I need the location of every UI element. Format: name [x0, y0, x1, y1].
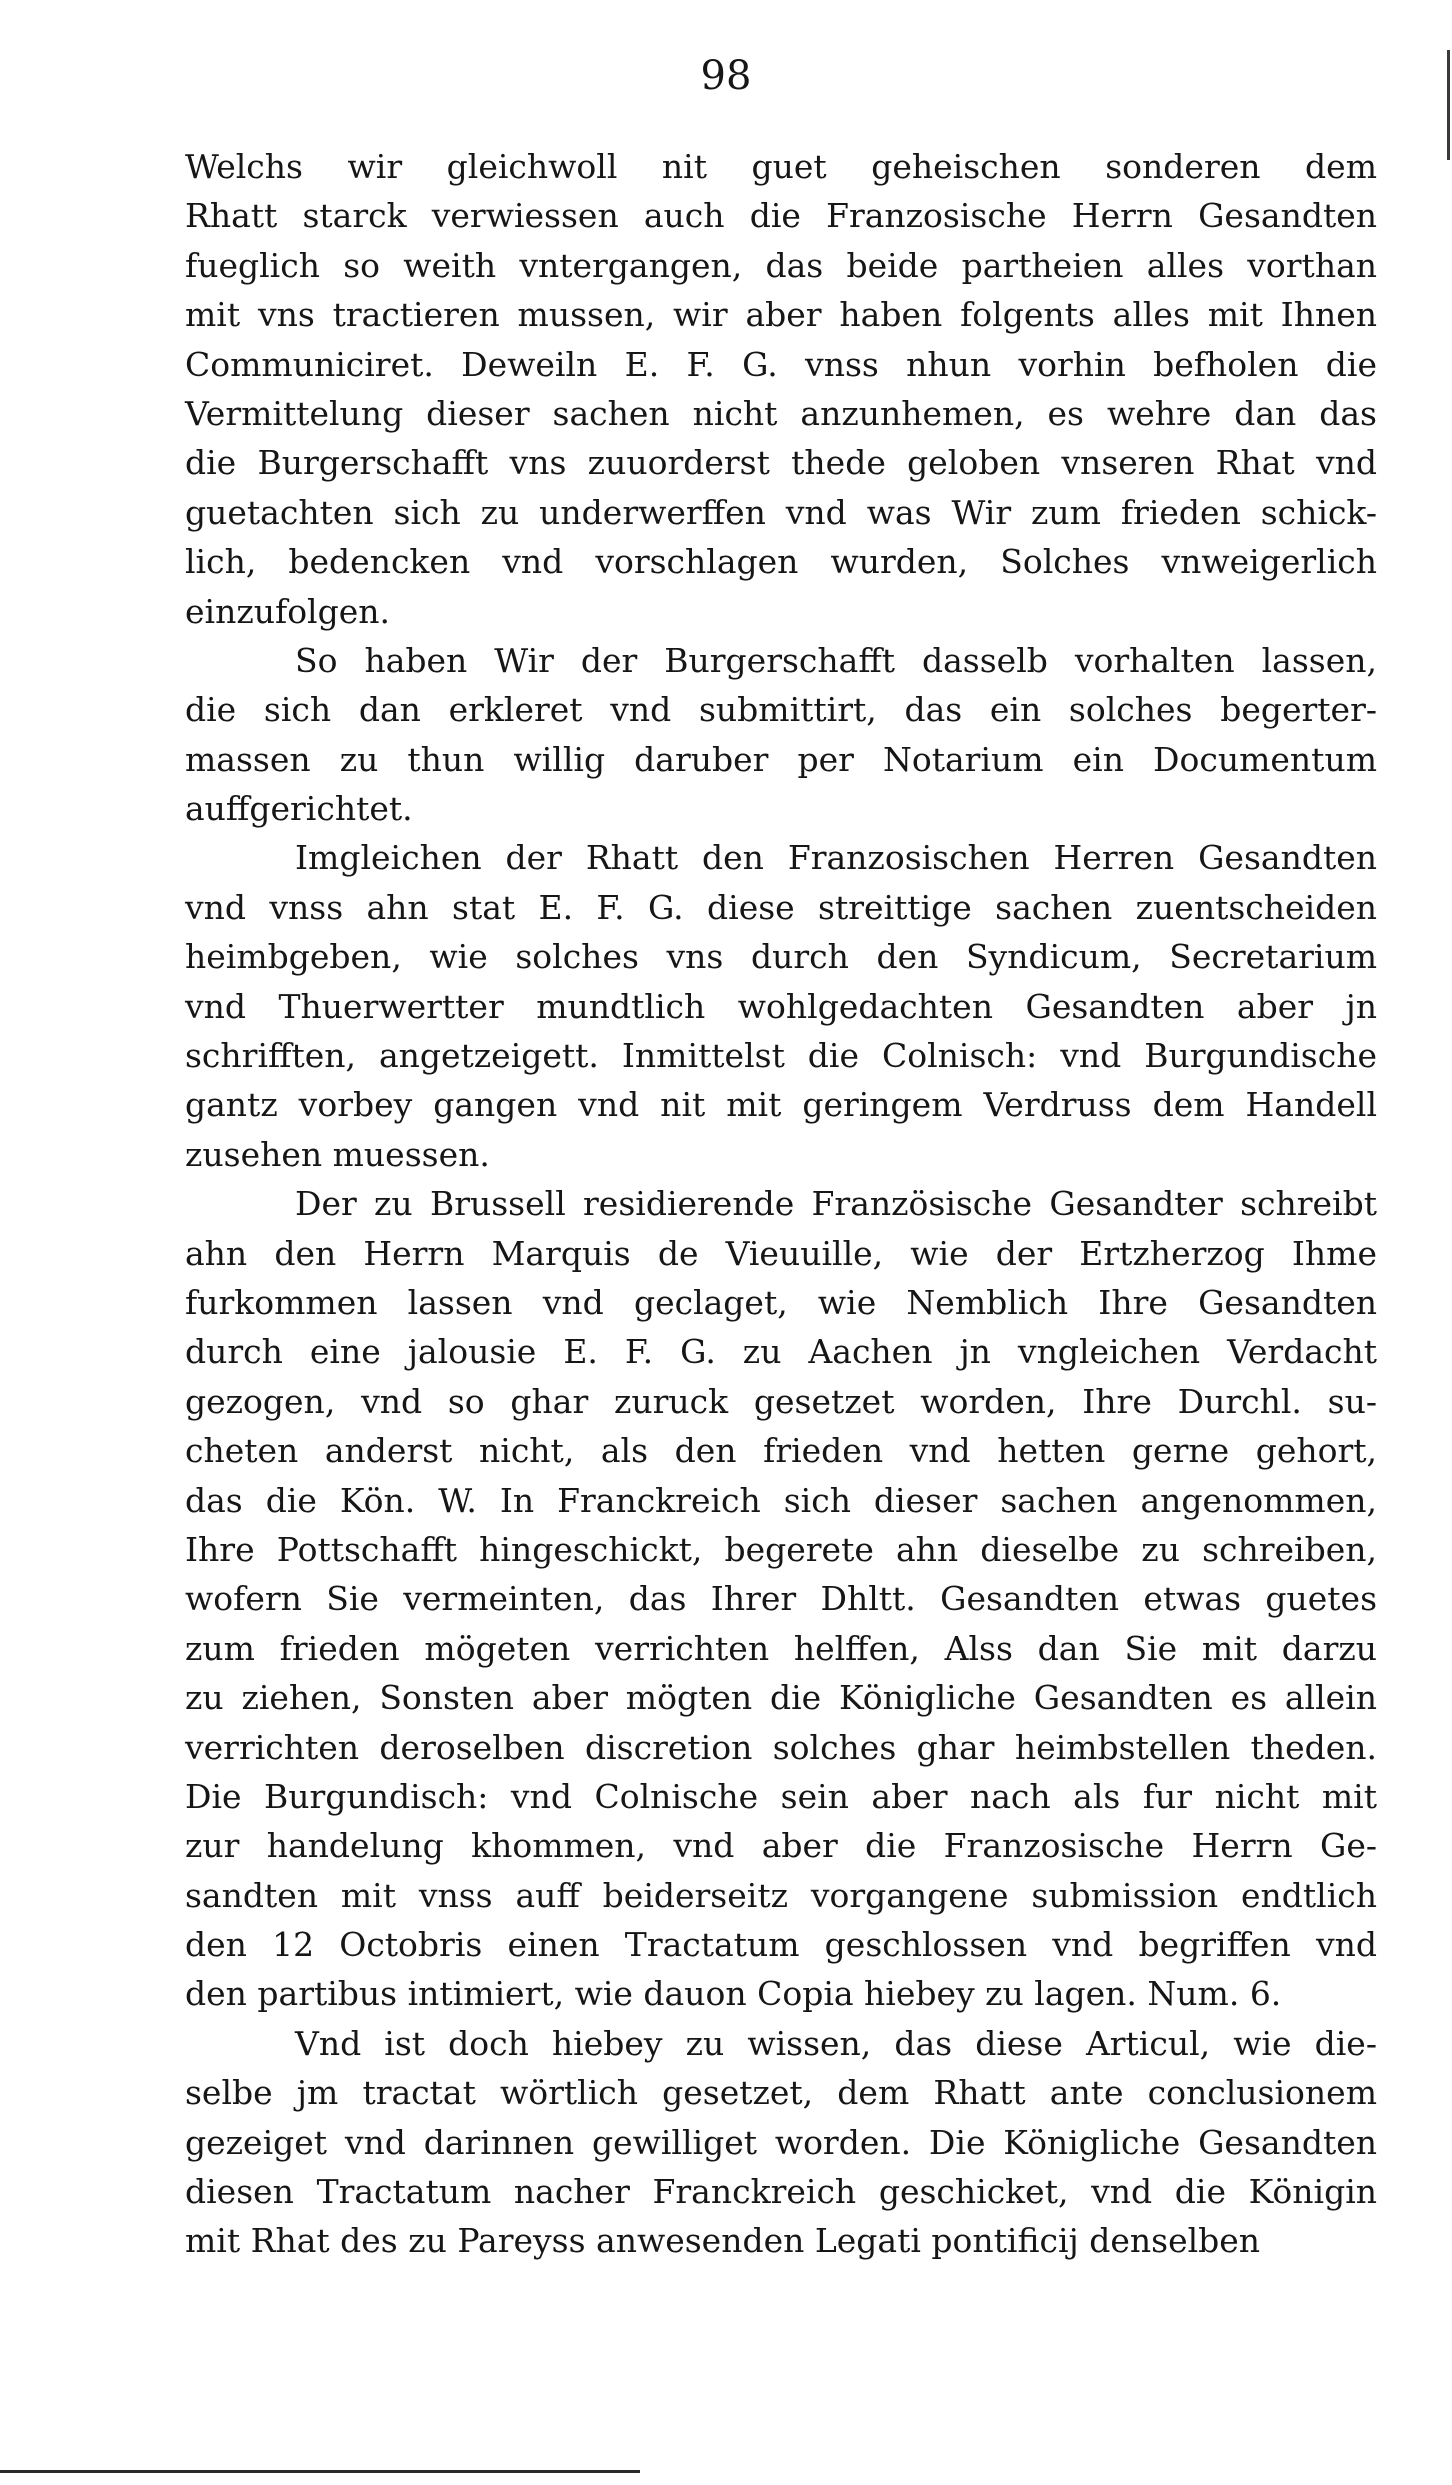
text-line: Rhatt starck verwiessen auch die Franzosische Herrn Gesandten: [185, 196, 1377, 236]
paragraph: [185, 142, 1377, 636]
paragraph: [185, 2019, 1377, 2266]
text-line: mit vns tractieren mussen, wir aber haben folgents alles mit Ihnen: [185, 295, 1377, 335]
text-line: furkommen lassen vnd geclaget, wie Nemblich Ihre Gesandten: [185, 1282, 1377, 1322]
text-line: selbe jm tractat wörtlich gesetzet, dem Rhatt ante conclusionem: [185, 2073, 1377, 2113]
paragraph: [185, 1179, 1377, 2019]
text-line: zur handelung khommen, vnd aber die Franzosische Herrn Ge-: [185, 1826, 1377, 1866]
text-line: zusehen muessen.: [185, 1134, 490, 1174]
text-line: Der zu Brussell residierende Französische Gesandter schreibt: [295, 1184, 1377, 1224]
text-line: vnd Thuerwertter mundtlich wohlgedachten Gesandten aber jn: [185, 986, 1377, 1026]
text-line: So haben Wir der Burgerschafft dasselb vorhalten lassen,: [295, 640, 1377, 680]
text-line: den 12 Octobris einen Tractatum geschlossen vnd begriffen vnd: [185, 1925, 1377, 1965]
body-text: [185, 142, 1377, 2266]
text-line: Ihre Pottschafft hingeschickt, begerete ahn dieselbe zu schreiben,: [185, 1529, 1377, 1569]
page-number: 98: [700, 53, 752, 99]
paragraph: [185, 833, 1377, 1179]
text-line: vnd vnss ahn stat E. F. G. diese streittige sachen zuentscheiden: [185, 887, 1377, 927]
text-line: gantz vorbey gangen vnd nit mit geringem Verdruss dem Handell: [185, 1085, 1377, 1125]
text-line: massen zu thun willig daruber per Notarium ein Documentum: [185, 739, 1377, 779]
text-line: mit Rhat des zu Pareyss anwesenden Legati pontificij denselben: [185, 2221, 1261, 2261]
text-line: zu ziehen, Sonsten aber mögten die Königliche Gesandten es allein: [185, 1678, 1377, 1718]
text-line: Vnd ist doch hiebey zu wissen, das diese Articul, wie die-: [295, 2023, 1377, 2063]
text-line: Vermittelung dieser sachen nicht anzunhemen, es wehre dan das: [185, 393, 1377, 433]
text-line: cheten anderst nicht, als den frieden vnd hetten gerne gehort,: [185, 1431, 1377, 1471]
text-line: die sich dan erkleret vnd submittirt, das ein solches begerter-: [185, 690, 1377, 730]
text-line: schrifften, angetzeigett. Inmittelst die Colnisch: vnd Burgundische: [185, 1036, 1377, 1076]
text-line: diesen Tractatum nacher Franckreich geschicket, vnd die Königin: [185, 2172, 1377, 2212]
text-line: sandten mit vnss auff beiderseitz vorgangene submission endtlich: [185, 1875, 1377, 1915]
text-line: die Burgerschafft vns zuuorderst thede geloben vnseren Rhat vnd: [185, 443, 1377, 483]
text-line: gezogen, vnd so ghar zuruck gesetzet worden, Ihre Durchl. su-: [185, 1381, 1377, 1421]
text-line: Imgleichen der Rhatt den Franzosischen Herren Gesandten: [295, 838, 1377, 878]
text-line: ahn den Herrn Marquis de Vieuuille, wie der Ertzherzog Ihme: [185, 1233, 1377, 1273]
text-line: zum frieden mögeten verrichten helffen, Alss dan Sie mit darzu: [185, 1628, 1377, 1668]
text-line: auffgerichtet.: [185, 789, 413, 829]
text-line: lich, bedencken vnd vorschlagen wurden, Solches vnweigerlich: [185, 542, 1377, 582]
page-edge-mark: [1447, 50, 1450, 160]
text-line: fueglich so weith vntergangen, das beide partheien alles vorthan: [185, 245, 1377, 285]
text-line: verrichten deroselben discretion solches ghar heimbstellen theden.: [185, 1727, 1377, 1767]
bottom-rule: [0, 2470, 640, 2473]
text-line: durch eine jalousie E. F. G. zu Aachen jn vngleichen Verdacht: [185, 1332, 1377, 1372]
text-line: gezeiget vnd darinnen gewilliget worden. Die Königliche Gesandten: [185, 2122, 1377, 2162]
text-line: heimbgeben, wie solches vns durch den Syndicum, Secretarium: [185, 937, 1377, 977]
text-line: einzufolgen.: [185, 591, 391, 631]
text-line: Die Burgundisch: vnd Colnische sein aber nach als fur nicht mit: [185, 1776, 1377, 1816]
text-line: wofern Sie vermeinten, das Ihrer Dhltt. Gesandten etwas guetes: [185, 1579, 1377, 1619]
text-line: das die Kön. W. In Franckreich sich dieser sachen angenommen,: [185, 1480, 1377, 1520]
paragraph: [185, 636, 1377, 834]
text-line: den partibus intimiert, wie dauon Copia hiebey zu lagen. Num. 6.: [185, 1974, 1282, 2014]
text-line: Communiciret. Deweiln E. F. G. vnss nhun vorhin befholen die: [185, 344, 1377, 384]
text-line: guetachten sich zu underwerffen vnd was Wir zum frieden schick-: [185, 492, 1377, 532]
text-line: Welchs wir gleichwoll nit guet geheischen sonderen dem: [185, 147, 1377, 186]
